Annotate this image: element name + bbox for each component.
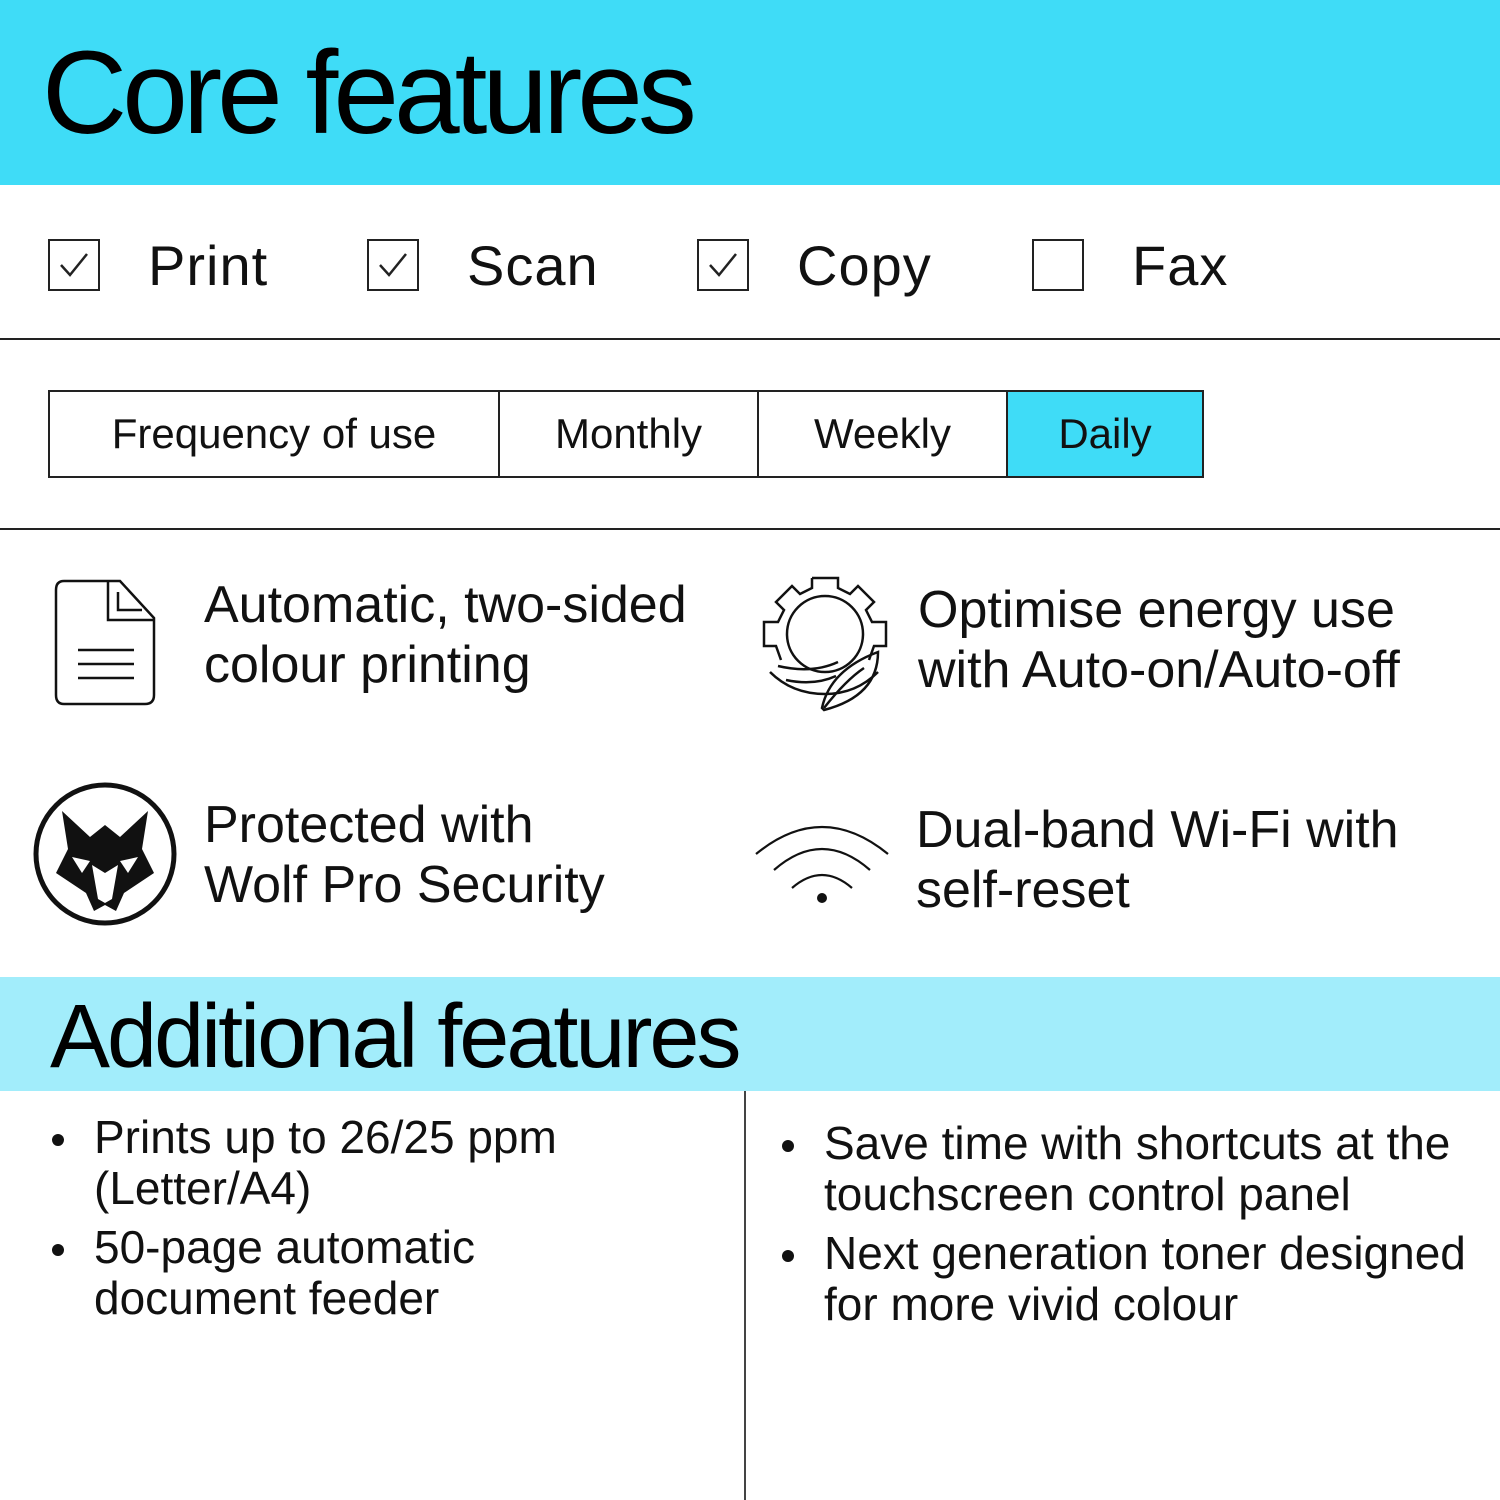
feature-duplex-colour	[52, 578, 687, 708]
feature-text: Optimise energy use with Auto-on/Auto-off	[918, 581, 1400, 699]
checkbox-box[interactable]	[697, 239, 749, 291]
checkbox-copy[interactable]	[697, 235, 932, 295]
additional-features-title: Additional features	[50, 987, 739, 1087]
frequency-selector	[48, 390, 1204, 478]
list-item: 50-page automatic document feeder	[48, 1222, 688, 1324]
column-divider	[744, 1091, 746, 1500]
additional-features-banner	[0, 977, 1500, 1091]
additional-list-right	[778, 1118, 1490, 1338]
checkbox-scan[interactable]	[367, 235, 599, 295]
frequency-option-weekly[interactable]: Weekly	[757, 392, 1006, 476]
list-item: Next generation toner designed for more vivid colour	[778, 1228, 1490, 1330]
checkbox-label: Fax	[1132, 233, 1229, 297]
feature-text: Automatic, two-sided colour printing	[204, 576, 687, 694]
eco-gear-leaf-icon	[752, 570, 898, 716]
feature-energy	[752, 570, 1400, 716]
divider	[0, 528, 1500, 530]
checkbox-box[interactable]	[1032, 239, 1084, 291]
list-item: Save time with shortcuts at the touchscreen control panel	[778, 1118, 1490, 1220]
feature-text: Protected with Wolf Pro Security	[204, 796, 605, 914]
wolf-security-icon	[32, 781, 178, 927]
frequency-option-monthly[interactable]: Monthly	[498, 392, 757, 476]
additional-list-left	[48, 1112, 688, 1332]
wifi-icon	[752, 810, 892, 910]
feature-text: Dual-band Wi-Fi with self-reset	[916, 801, 1399, 919]
checkbox-label: Scan	[467, 233, 599, 297]
feature-wolf-security	[32, 781, 605, 927]
divider	[0, 338, 1500, 340]
checkbox-print[interactable]	[48, 235, 268, 295]
checkmark-icon	[57, 248, 91, 282]
frequency-label: Frequency of use	[111, 410, 437, 457]
core-features-banner	[0, 0, 1500, 185]
checkbox-box[interactable]	[367, 239, 419, 291]
document-icon	[52, 578, 158, 708]
list-item: Prints up to 26/25 ppm (Letter/A4)	[48, 1112, 688, 1214]
checkmark-icon	[706, 248, 740, 282]
core-features-title: Core features	[42, 27, 692, 159]
checkbox-box[interactable]	[48, 239, 100, 291]
checkbox-label: Copy	[797, 233, 932, 297]
frequency-option-daily[interactable]: Daily	[1006, 392, 1202, 476]
checkbox-label: Print	[148, 233, 269, 297]
checkbox-fax[interactable]	[1032, 235, 1228, 295]
feature-wifi	[752, 800, 1399, 920]
checkmark-icon	[376, 248, 410, 282]
function-checklist	[0, 185, 1500, 339]
